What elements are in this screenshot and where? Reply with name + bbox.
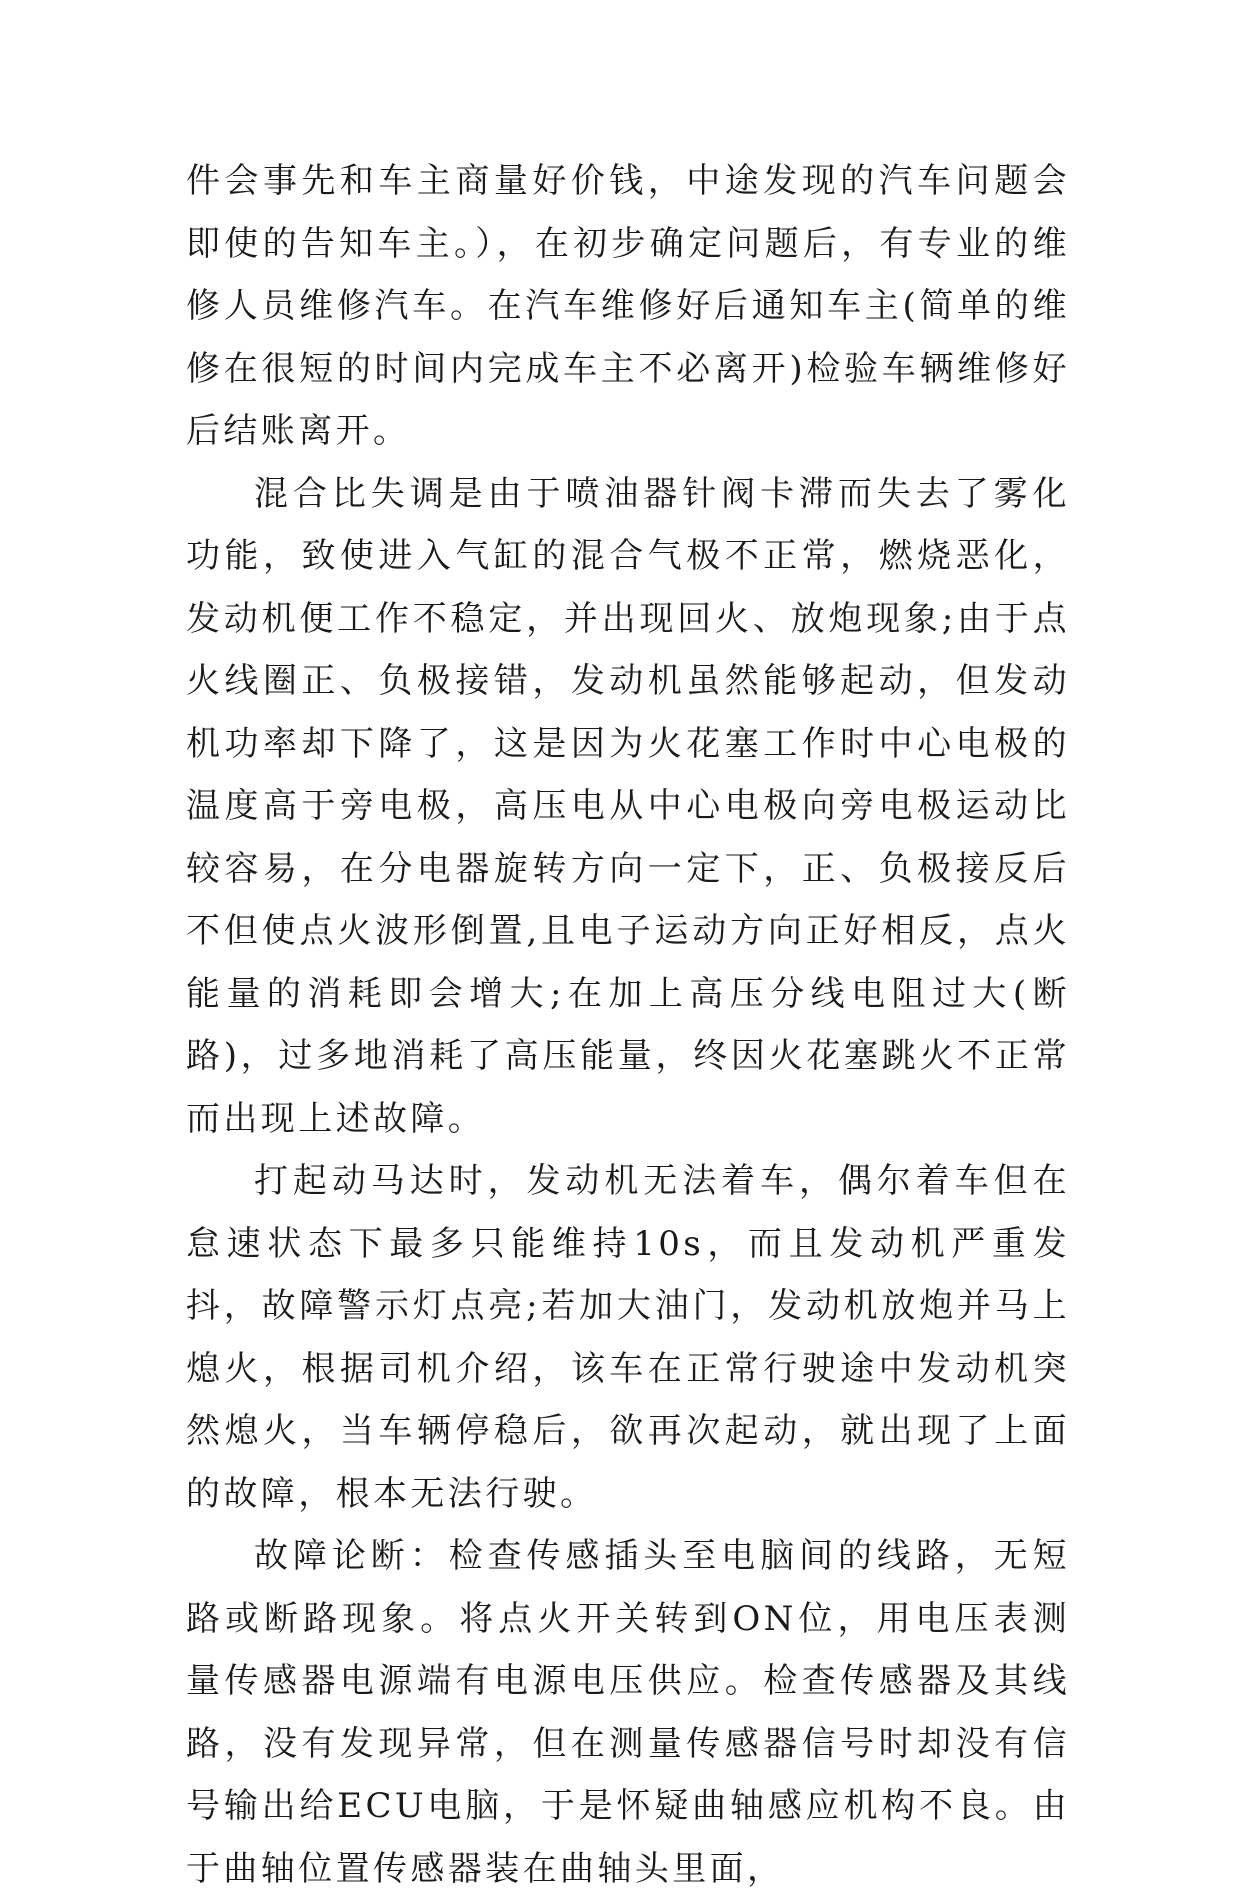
body-text: [186, 150, 1070, 1900]
paragraph-2: 混合比失调是由于喷油器针阀卡滞而失去了雾化功能，致使进入气缸的混合气极不正常，燃烧恶化，发动机便工作不稳定，并出现回火、放炮现象;由于点火线圈正、负极接错，发动机虽然能够起动，但发动机功率却下降了，这是因为火花塞工作时中心电极的温度高于旁电极，高压电从中心电极向旁电极运动比较容易，在分电器旋转方向一定下，正、负极接反后不但使点火波形倒置,且电子运动方向正好相反，点火能量的消耗即会增大;在加上高压分线电阻过大(断路)，过多地消耗了高压能量，终因火花塞跳火不正常而出现上述故障。: [186, 473, 1070, 1139]
paragraph-4: 故障论断：检查传感插头至电脑间的线路，无短路或断路现象。将点火开关转到ON位，用电压表测量传感器电源端有电源电压供应。检查传感器及其线路，没有发现异常，但在测量传感器信号时却没有信号输出给ECU电脑，于是怀疑曲轴感应机构不良。由于曲轴位置传感器装在曲轴头里面，: [186, 1536, 1070, 1889]
paragraph-3: 打起动马达时，发动机无法着车，偶尔着车但在怠速状态下最多只能维持10s，而且发动机严重发抖，故障警示灯点亮;若加大油门，发动机放炮并马上熄火，根据司机介绍，该车在正常行驶途中发动机突然熄火，当车辆停稳后，欲再次起动，就出现了上面的故障，根本无法行驶。: [186, 1161, 1070, 1514]
paragraph-1: 件会事先和车主商量好价钱，中途发现的汽车问题会即使的告知车主。），在初步确定问题后，有专业的维修人员维修汽车。在汽车维修好后通知车主(简单的维修在很短的时间内完成车主不必离开)检验车辆维修好后结账离开。: [186, 161, 1070, 451]
